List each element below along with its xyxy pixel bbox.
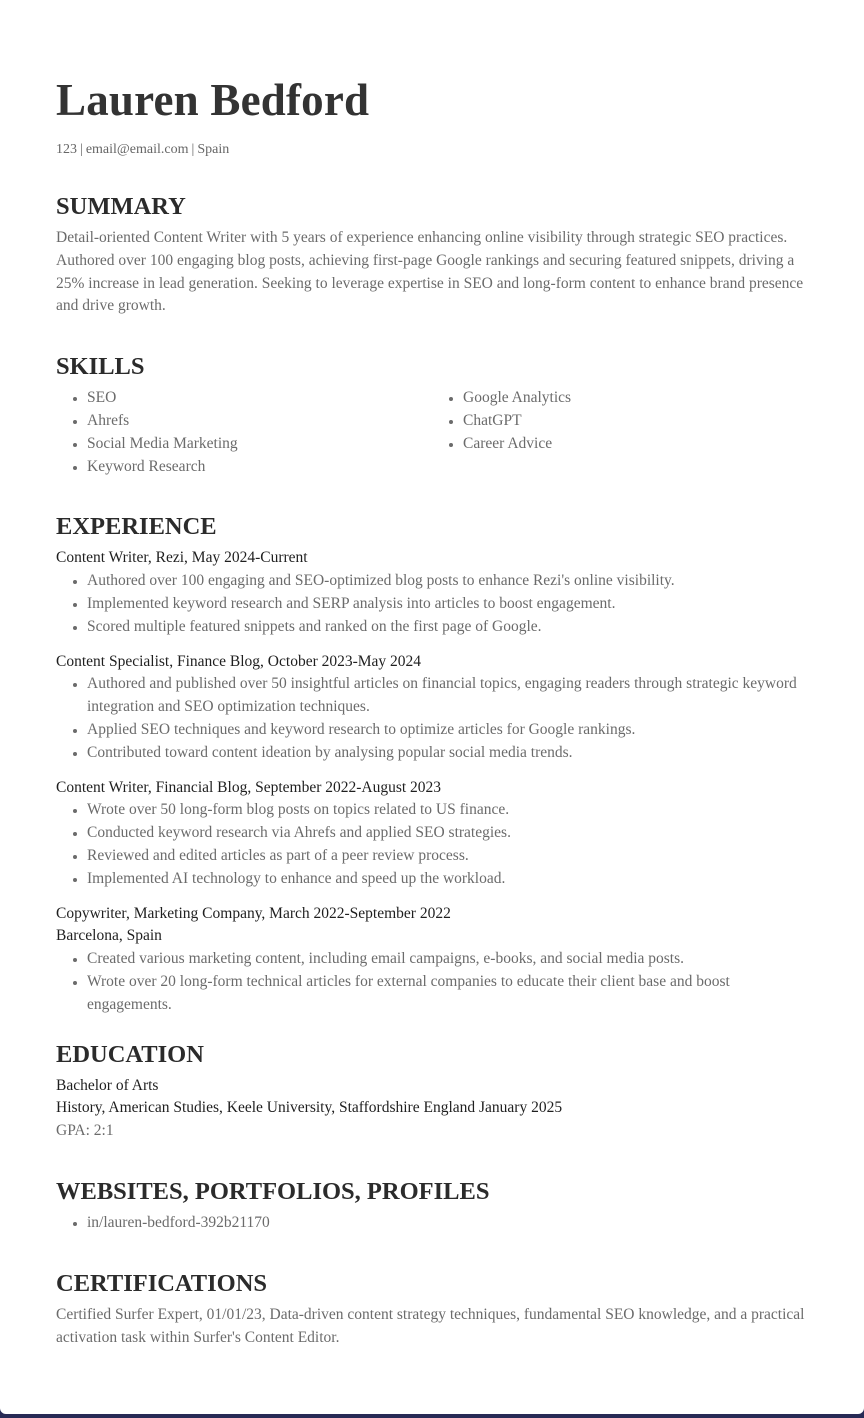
contact-separator: | <box>191 142 195 157</box>
summary-heading: SUMMARY <box>56 193 186 220</box>
job-bullet: • Conducted keyword research via Ahrefs and applied SEO strategies. <box>87 822 808 845</box>
job-bullet: • Authored and published over 50 insightful articles on financial topics, engaging readers through strategic keyword integration and SEO optimization techniques. <box>87 673 808 719</box>
certifications-text: Certified Surfer Expert, 01/01/23, Data-driven content strategy techniques, fundamental SEO knowledge, and a practical activation task within Surfer's Content Editor. <box>56 1305 805 1346</box>
contact-phone: 123 <box>56 142 77 157</box>
skill-item: • ChatGPT <box>463 410 808 433</box>
job-bullets <box>56 570 808 638</box>
certifications-heading: CERTIFICATIONS <box>56 1269 268 1297</box>
job-bullet: • Contributed toward content ideation by analysing popular social media trends. <box>87 742 808 765</box>
skills-list-right <box>432 387 808 455</box>
job-title: Content Writer, Financial Blog, September 2022-August 2023 <box>56 778 442 796</box>
skill-item: • Social Media Marketing <box>87 433 432 456</box>
skill-item: • SEO <box>87 387 432 410</box>
job-bullet: • Authored over 100 engaging and SEO-optimized blog posts to enhance Rezi's online visibility. <box>87 570 808 593</box>
job-entry <box>56 777 808 891</box>
education-gpa: GPA: 2:1 <box>56 1122 114 1140</box>
contact-email[interactable]: email@email.com <box>85 142 189 157</box>
summary-section <box>56 193 808 318</box>
skills-column-left <box>56 387 432 478</box>
skills-heading: SKILLS <box>56 353 145 381</box>
job-entry <box>56 547 808 638</box>
contact-location: Spain <box>197 142 230 157</box>
job-bullet: • Scored multiple featured snippets and ranked on the first page of Google. <box>87 616 808 639</box>
websites-heading: WEBSITES, PORTFOLIOS, PROFILES <box>56 1177 490 1205</box>
job-bullets <box>56 948 808 1016</box>
experience-section <box>56 513 808 1016</box>
websites-list <box>56 1212 808 1235</box>
skills-grid <box>56 387 808 478</box>
candidate-name: Lauren Bedford <box>56 75 370 125</box>
job-bullet: • Implemented AI technology to enhance and speed up the workload. <box>87 868 808 891</box>
job-entry <box>56 903 808 1017</box>
job-bullet: • Applied SEO techniques and keyword research to optimize articles for Google rankings. <box>87 719 808 742</box>
skills-section <box>56 353 808 478</box>
job-bullet: • Reviewed and edited articles as part of a peer review process. <box>87 845 808 868</box>
job-title: Copywriter, Marketing Company, March 2022-September 2022 <box>56 904 451 922</box>
job-bullet: • Implemented keyword research and SERP analysis into articles to boost engagement. <box>87 593 808 616</box>
websites-section <box>56 1178 808 1235</box>
skill-item: • Keyword Research <box>87 456 432 479</box>
education-degree: Bachelor of Arts <box>56 1076 159 1094</box>
job-bullet: • Wrote over 50 long-form blog posts on topics related to US finance. <box>87 799 808 822</box>
summary-text: Detail-oriented Content Writer with 5 years of experience enhancing online visibility through strategic SEO practices. Authored over 100 engaging blog posts, achieving first-page Google rankings and securing featured snippets, driving a 25% increase in lead generation. Seeking to leverage expertise in SEO and long-form content to enhance brand presence and drive growth. <box>56 229 804 315</box>
profile-link[interactable]: • in/lauren-bedford-392b21170 <box>87 1212 808 1235</box>
skill-item: • Google Analytics <box>463 387 808 410</box>
job-title: Content Writer, Rezi, May 2024-Current <box>56 549 308 567</box>
job-bullets <box>56 673 808 764</box>
experience-heading: EXPERIENCE <box>56 513 217 541</box>
job-entry <box>56 651 808 765</box>
skills-list-left <box>56 387 432 478</box>
skill-item: • Career Advice <box>463 433 808 456</box>
skills-column-right <box>432 387 808 478</box>
contact-line <box>56 142 808 158</box>
job-bullet: • Wrote over 20 long-form technical articles for external companies to educate their client base and boost engagements. <box>87 971 808 1017</box>
skill-item: • Ahrefs <box>87 410 432 433</box>
job-bullet: • Created various marketing content, including email campaigns, e-books, and social media posts. <box>87 948 808 971</box>
education-details: History, American Studies, Keele University, Staffordshire England January 2025 <box>56 1099 563 1117</box>
education-heading: EDUCATION <box>56 1040 204 1068</box>
job-title: Content Specialist, Finance Blog, October 2023-May 2024 <box>56 652 422 670</box>
education-section <box>56 1041 808 1143</box>
job-location: Barcelona, Spain <box>56 927 162 945</box>
certifications-section <box>56 1270 808 1350</box>
contact-separator: | <box>80 142 83 157</box>
job-bullets <box>56 799 808 890</box>
